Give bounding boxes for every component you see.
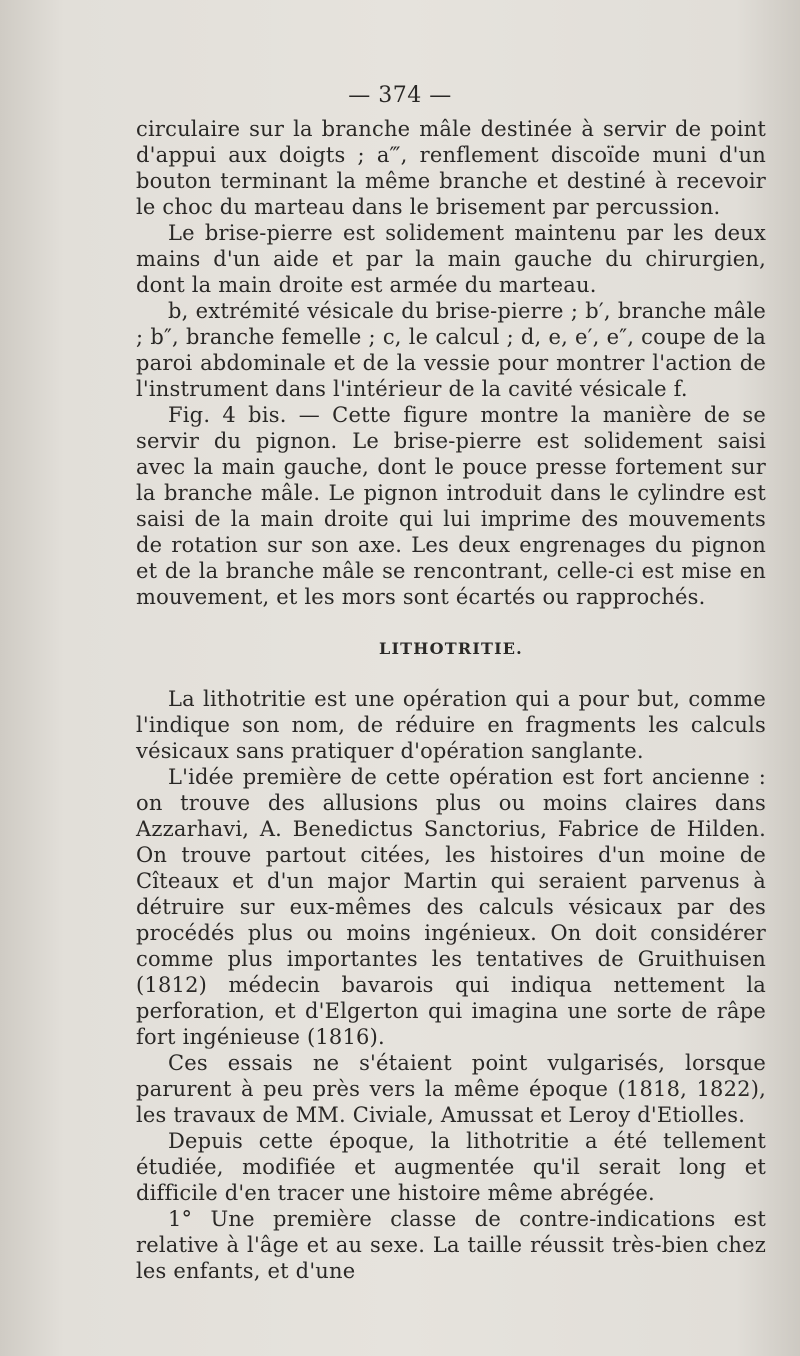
paragraph-essais: Ces essais ne s'étaient point vulgarisés, lorsque parurent à peu près vers la même époque (1818, 1822), les travaux de MM. Civiale, Amussat et Leroy d'Etiolles. bbox=[136, 1051, 766, 1127]
paragraph-contre-indications: 1° Une première classe de contre-indications est relative à l'âge et au sexe. La taille réussit très-bien chez les enfants, et d'une bbox=[136, 1207, 766, 1283]
paragraph-fig-4-bis: Fig. 4 bis. — Cette figure montre la manière de se servir du pignon. Le brise-pierre est solidement saisi avec la main gauche, dont le pouce presse fortement sur la branche mâle. Le pignon introduit dans le cylindre est saisi de la main droite qui lui imprime des mouvements de rotation sur son axe. Les deux engrenages du pignon et de la branche mâle se rencontrant, celle-ci est mise en mouvement, et les mors sont écartés ou rapprochés. bbox=[136, 403, 766, 609]
paragraph-lithotritie-intro: La lithotritie est une opération qui a pour but, comme l'indique son nom, de réduire en fragments les calculs vésicaux sans pratiquer d'opération sanglante. bbox=[136, 687, 766, 763]
section-title-text: LITHOTRITIE. bbox=[379, 639, 523, 658]
section-title bbox=[136, 636, 766, 662]
paragraph-history: L'idée première de cette opération est fort ancienne : on trouve des allusions plus ou moins claires dans Azzarhavi, A. Benedictus Sanctorius, Fabrice de Hilden. On trouve partout citées, les histoires d'un moine de Cîteaux et d'un major Martin qui seraient parvenus à détruire sur eux-mêmes des calculs vésicaux par des procédés plus ou moins ingénieux. On doit considérer comme plus importantes les tentatives de Gruithuisen (1812) médecin bavarois qui indiqua nettement la perforation, et d'Elgerton qui imagina une sorte de râpe fort ingénieuse (1816). bbox=[136, 765, 766, 1049]
paragraph-continued: circulaire sur la branche mâle destinée à servir de point d'appui aux doigts ; a‴, renflement discoïde muni d'un bouton terminant la même branche et destiné à recevoir le choc du marteau dans le brisement par percussion. bbox=[136, 117, 766, 219]
paragraph-brise-pierre: Le brise-pierre est solidement maintenu par les deux mains d'un aide et par la main gauche du chirurgien, dont la main droite est armée du marteau. bbox=[136, 221, 766, 297]
paragraph-legend-b: b, extrémité vésicale du brise-pierre ; b′, branche mâle ; b″, branche femelle ; c, le calcul ; d, e, e′, e″, coupe de la paroi abdominale et de la vessie pour montrer l'action de l'instrument dans l'intérieur de la cavité vésicale f. bbox=[136, 299, 766, 401]
page-body bbox=[136, 80, 766, 1284]
paragraph-depuis: Depuis cette époque, la lithotritie a été tellement étudiée, modifiée et augmentée qu'il serait long et difficile d'en tracer une histoire même abrégée. bbox=[136, 1129, 766, 1205]
page-number: — 374 — bbox=[348, 83, 452, 108]
